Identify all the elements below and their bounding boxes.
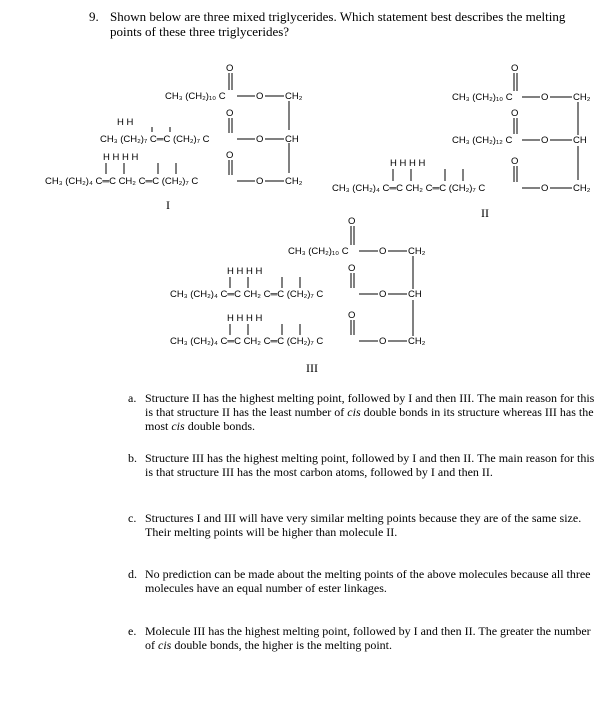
structure-II-row1-ch2: CH₂ <box>573 92 591 103</box>
structure-I-row3-ch2: CH₂ <box>285 176 303 187</box>
structure-I-row3-ester-o: O <box>256 176 264 187</box>
structure-III-row1: CH₃ (CH₂)₁₀ C <box>288 246 349 257</box>
question-text: Shown below are three mixed triglycerides. Which statement best describes the melting points of these three triglycerides? <box>110 9 566 39</box>
structure-II-row3-ch2: CH₂ <box>573 183 591 194</box>
structure-I-row2-ester-o: O <box>256 134 264 145</box>
structure-III-label: III <box>306 361 318 375</box>
option-a-letter: a. <box>128 391 137 405</box>
structure-II-row3-ester-o: O <box>541 183 549 194</box>
structure-II-row1-ester-o: O <box>541 92 549 103</box>
structure-II-row2-ester-o: O <box>541 135 549 146</box>
option-d-text: No prediction can be made about the melting points of the above molecules because all three molecules have an equal number of ester linkages. <box>145 567 591 595</box>
structure-I-row1: CH₃ (CH₂)₁₀ C <box>165 91 226 102</box>
structure-I <box>45 63 303 187</box>
structure-III-row3-ester-o: O <box>379 336 387 347</box>
question-number: 9. <box>89 9 99 24</box>
structure-III-row2-ch: CH <box>408 289 422 300</box>
structure-III-row3: CH₃ (CH₂)₄ C═C CH₂ C═C (CH₂)₇ C <box>170 336 324 347</box>
structure-I-row1-ester-o: O <box>256 91 264 102</box>
option-e-letter: e. <box>128 624 137 638</box>
option-d-letter: d. <box>128 567 137 581</box>
structure-II-row2: CH₃ (CH₂)₁₂ C <box>452 135 513 146</box>
structure-I-row3: CH₃ (CH₂)₄ C═C CH₂ C═C (CH₂)₇ C <box>45 176 199 187</box>
structure-I-row1-carbonyl-o: O <box>226 63 234 74</box>
structure-I-row1-ch2: CH₂ <box>285 91 303 102</box>
structure-III-row2-ester-o: O <box>379 289 387 300</box>
structure-I-row3-carbonyl-o: O <box>226 150 234 161</box>
structure-III-row2-carbonyl-o: O <box>348 263 356 274</box>
structure-II-row3: CH₃ (CH₂)₄ C═C CH₂ C═C (CH₂)₇ C <box>332 183 486 194</box>
structure-I-row2-ch: CH <box>285 134 299 145</box>
structure-II <box>332 63 591 194</box>
structure-III-row3-ch2: CH₂ <box>408 336 426 347</box>
structure-III-row1-ester-o: O <box>379 246 387 257</box>
structure-II-row3-h: H H H H <box>390 158 426 169</box>
structure-III <box>170 216 426 347</box>
structure-III-row3-h: H H H H <box>227 313 263 324</box>
option-b-text: Structure III has the highest melting point, followed by I and then II. The main reason for this is that structure III has the most carbon atoms, followed by I and then II. <box>145 451 595 479</box>
structure-III-row1-ch2: CH₂ <box>408 246 426 257</box>
structure-II-row1-carbonyl-o: O <box>511 63 519 74</box>
structure-I-row2: CH₃ (CH₂)₇ C═C (CH₂)₇ C <box>100 134 210 145</box>
structure-I-row3-h: H H H H <box>103 152 139 163</box>
option-e-text: Molecule III has the highest melting point, followed by I and then II. The greater the number of cis double bonds, the higher is the melting point. <box>145 624 591 652</box>
option-a-text: Structure II has the highest melting point, followed by I and then III. The main reason for this is that structure II has the least number of cis double bonds in its structure whereas III has the most cis double bonds. <box>145 391 595 433</box>
option-c-letter: c. <box>128 511 137 525</box>
structure-I-row2-carbonyl-o: O <box>226 108 234 119</box>
structure-III-row3-carbonyl-o: O <box>348 310 356 321</box>
structure-III-row2-h: H H H H <box>227 266 263 277</box>
structure-II-row2-ch: CH <box>573 135 587 146</box>
structure-III-row1-carbonyl-o: O <box>348 216 356 227</box>
option-b-letter: b. <box>128 451 137 465</box>
option-c-text: Structures I and III will have very similar melting points because they are of the same size. Their melting points will be higher than molecule II. <box>145 511 582 539</box>
structure-III-row2: CH₃ (CH₂)₄ C═C CH₂ C═C (CH₂)₇ C <box>170 289 324 300</box>
structure-I-label: I <box>166 198 170 212</box>
structure-I-row2-h: H H <box>117 117 134 128</box>
structure-II-row3-carbonyl-o: O <box>511 156 519 167</box>
structure-II-row1: CH₃ (CH₂)₁₀ C <box>452 92 513 103</box>
structure-II-row2-carbonyl-o: O <box>511 108 519 119</box>
structure-II-label: II <box>481 206 489 220</box>
